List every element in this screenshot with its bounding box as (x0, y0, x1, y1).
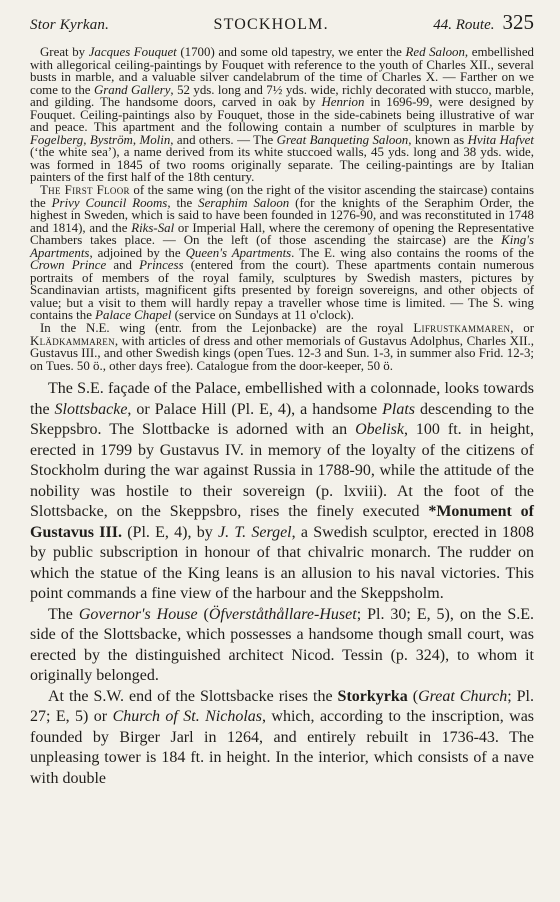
small-paragraph: In the N.E. wing (entr. from the Lejonbacke) are the royal Lifrustkammaren, or Klädkammaren, with articles of dress and other memorials of Gustavus Adolphus, Charles XII., Gustavus III., and other Swedish kings (open Tues. 12-3 and Sun. 1-3, in summer also Frid. 12-3; on Tues. 50 ö., other days free). Catalogue from the door-keeper, 50 ö. (30, 321, 534, 373)
text-run: Henrion (321, 95, 365, 110)
text-run: Klädkammaren (30, 333, 115, 348)
text-run: Seraphim Saloon (198, 195, 290, 210)
text-run: King's Apartments (30, 233, 534, 260)
large-paragraph: At the S.W. end of the Slottsbacke rises the Storkyrka (Great Church; Pl. 27; E, 5) or Church of St. Nicholas, which, according to the inscription, was founded by Birger Jarl in 1264, and entirely rebuilt in 1736-43. The unpleasing tower is 184 ft. in height. In the interior, which consists of a nave with double (30, 687, 535, 787)
text-run: Privy Council Rooms (51, 195, 168, 210)
text-run: Princess (139, 258, 184, 273)
page-number: 325 (502, 10, 534, 34)
text-run: Church of St. Nicholas (112, 708, 263, 726)
text-run: Governor's House (78, 605, 198, 623)
header-section-title: Stor Kyrkan. (30, 17, 110, 33)
text-run: Plats (382, 400, 416, 418)
text-run: Grand Gallery (93, 82, 171, 97)
text-run: Molin (139, 132, 171, 147)
text-run: Obelisk (355, 421, 404, 439)
text-run: Storkyrka (337, 687, 408, 705)
text-run: Slottsbacke (54, 400, 128, 418)
text-run: J. T. Sergel (218, 523, 292, 541)
text-run: Crown Prince (30, 258, 107, 273)
small-paragraph: The First Floor of the same wing (on the right of the visitor ascending the staircase) contains the Privy Council Rooms, the Seraphim Saloon (for the knights of the Seraphim Order, the highest in Sweden, which is said to have been founded in 1276-90, and was reconstituted in 1748 and 1814), and the Riks-Sal or Imperial Hall, where the ceremony of opening the Representative Chambers takes place. — On the left (of those ascending the staircase) are the King's Apartments, adjoined by the Queen's Apartments. The E. wing also contains the rooms of the Crown Prince and Princess (entered from the court). These apartments contain numerous portraits of members of the royal family, sculptures by Swedish masters, pictures by Scandinavian artists, magnificent gifts presented by foreign sovereigns, and other objects of value; but a visit to them will hardly repay a traveller whose time is limited. — The S. wing contains the Palace Chapel (service on Sundays at 11 o'clock). (30, 183, 534, 323)
text-run: Öfverståthållare-Huset (208, 605, 357, 623)
text-run: Lifrustkammaren (413, 321, 511, 336)
running-header (30, 10, 534, 36)
header-route: 44. Route. (433, 17, 495, 33)
text-run: Red Saloon (405, 45, 465, 59)
large-print-section (30, 379, 534, 789)
text-run: Palace Chapel (95, 308, 172, 323)
text-run: Hvita Hafvet (467, 132, 534, 147)
text-run: *Monument of Gustavus III. (30, 503, 534, 541)
text-run: The First Floor (40, 183, 130, 198)
large-paragraph: The S.E. façade of the Palace, embellished with a colonnade, looks towards the Slottsbacke, or Palace Hill (Pl. E, 4), a handsome Plats descending to the Skeppsbro. The Slottbacke is adorned with an Obelisk, 100 ft. in height, erected in 1799 by Gustavus IV. in memory of the loyalty of the citizens of Stockholm during the war against Russia in 1788-90, while the attitude of the nobility was hostile to their sovereign (p. lxviii). At the foot of the Slottsbacke, on the Skeppsbro, rises the finely executed *Monument of Gustavus III. (Pl. E, 4), by J. T. Sergel, a Swedish sculptor, erected in 1808 by public subscription in honour of that chivalric monarch. The rudder on which the statue of the King leans is an allusion to his naval victories. This point commands a fine view of the harbour and the Skeppsholm. (30, 380, 535, 603)
small-print-section (30, 46, 534, 372)
small-paragraph: Great by Jacques Fouquet (1700) and some old tapestry, we enter the Red Saloon, embellished with allegorical ceiling-paintings by Fouquet with reference to the youth of Charles XII., several busts in marble, and a valuable silver candelabrum of the time of Charles X. — Farther on we come to the Grand Gallery, 52 yds. long and 7½ yds. wide, richly decorated with stucco, marble, and gilding. The handsome doors, carved in oak by Henrion in 1696-99, were designed by Fouquet. Ceiling-paintings also by Fouquet, those in the side-cabinets being illustrative of war and peace. This apartment and the following contain a number of sculptures in marble by Fogelberg, Byström, Molin, and others. — The Great Banqueting Saloon, known as Hvita Hafvet (‘the white sea’), a name derived from its white stuccoed walls, 45 yds. long and 38 yds. wide, was formed in 1845 of two rooms originally separate. The ceiling-paintings are by Italian painters of the first half of the 18th century. (30, 45, 535, 185)
text-run: Byström (89, 132, 133, 147)
large-paragraph: The Governor's House (Öfverståthållare-Huset; Pl. 30; E, 5), on the S.E. side of the Slottsbacke, which possesses a handsome though small court, was erected by the distinguished architect Nicod. Tessin (p. 324), to whom it originally belonged. (30, 605, 535, 685)
header-city: STOCKHOLM. (213, 16, 329, 33)
text-run: Great Church (418, 687, 508, 705)
text-run: Great Banqueting Saloon (276, 132, 409, 147)
text-run: Queen's Apartments (185, 245, 292, 260)
text-run: Riks-Sal (131, 220, 175, 235)
text-run: Fogelberg (30, 132, 84, 147)
text-run: Jacques Fouquet (88, 45, 177, 59)
header-route-and-page (433, 10, 534, 35)
